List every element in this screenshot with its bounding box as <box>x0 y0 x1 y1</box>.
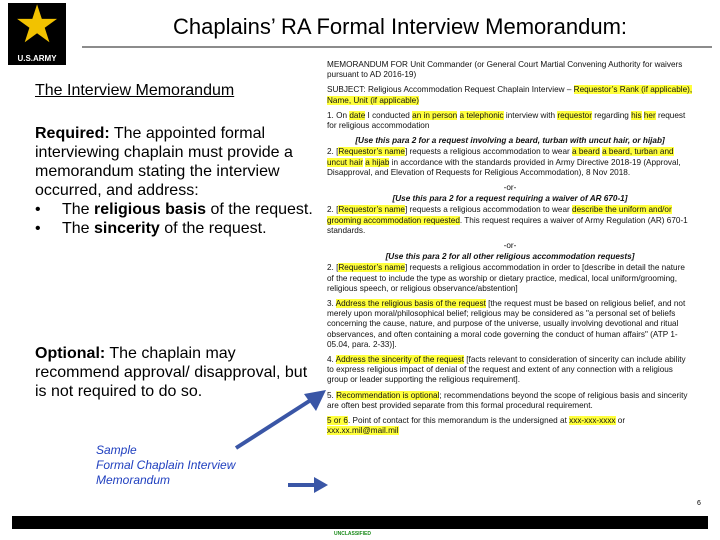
bullet-icon: • <box>35 201 41 218</box>
required-section <box>35 124 315 238</box>
optional-text: The chaplain may recommend approval/ disapproval, but is not required to do so. <box>35 345 308 400</box>
interview-memo-subheading: The Interview Memorandum <box>35 82 235 99</box>
memo-para-4: 4. Address the sincerity of the request [facts relevant to consideration of sincerity can include ability to express religious impact of denial of the request and extent of any connection with a religious group or leader supporting the religious requirement]. <box>327 355 686 385</box>
memo-subject: SUBJECT: Religious Accommodation Request Chaplain Interview – Requestor’s Rank (if applicable), Name, Unit (if applicable) <box>327 85 693 105</box>
memo-or-divider: -or- <box>503 241 517 251</box>
required-list <box>35 200 315 238</box>
memo-para-2c-header: [Use this para 2 for all other religious accommodation requests] <box>385 252 635 262</box>
logo-text: U.S.ARMY <box>17 54 57 63</box>
memo-para-2a-header: [Use this para 2 for a request involving a beard, turban with uncut hair, or hijab] <box>355 136 665 146</box>
required-paragraph <box>35 124 315 200</box>
sample-memo-caption: Sample Formal Chaplain Interview Memorandum <box>96 443 236 487</box>
arrow-to-religious-basis-icon <box>230 384 330 454</box>
bullet-icon: • <box>35 220 41 237</box>
memo-para-2b: 2. [Requestor’s name] requests a religious accommodation to wear describe the uniform and/or grooming accommodation requested. This request requires a waiver of Army Regulation (AR) 670-1 standards. <box>327 205 688 235</box>
footer-bar <box>12 516 708 529</box>
slide-title: Chaplains’ RA Formal Interview Memorandum: <box>172 14 628 39</box>
classification-marking: UNCLASSIFIED <box>334 531 371 537</box>
required-text: The appointed formal interviewing chaplain must provide a memorandum stating the interview occurred, and address: <box>35 125 293 199</box>
memo-para-3: 3. Address the religious basis of the request [the request must be based on religious belief, and not merely upon moral/philosophical belief; religious may be considered as "a personal set of beliefs concerning the cause, nature, and purpose of the universe, usually involving devotional and ritual observances, and often containing a moral code governing the conduct of human affairs" (ATP 1-05.04, para. 2-33)]. <box>327 299 686 349</box>
memo-para-6: 5 or 6. Point of contact for this memorandum is the undersigned at xxx-xxx-xxxx or xxx.xx.mil@mail.mil <box>327 416 626 436</box>
page-number: 6 <box>697 500 701 507</box>
arrow-to-memo-paragraphs-icon <box>286 474 330 496</box>
required-item-religious-basis: • The religious basis of the request. <box>35 201 313 218</box>
memo-or-divider: -or- <box>503 183 517 193</box>
memo-para-1: 1. On date I conducted an in person a telephonic interview with requestor regarding his her request for religious accommodation <box>327 110 686 131</box>
army-star-icon: ★ <box>13 0 61 55</box>
army-logo <box>8 0 66 65</box>
optional-label: Optional: <box>35 345 106 362</box>
memo-para-5: 5. Recommendation is optional; recommendations beyond the scope of religious basis and sincerity are often best provided separate from this formal procedural requirement. <box>327 390 688 410</box>
sample-memorandum <box>327 60 693 512</box>
required-item-sincerity: • The sincerity of the request. <box>35 220 267 237</box>
required-label: Required: <box>35 125 110 142</box>
title-divider <box>82 46 712 48</box>
memo-para-2c: 2. [Requestor’s name] requests a religious accommodation in order to [describe in detail the nature of the request to include the type as worship or dietary practice, medical, local uniform/grooming, religious speech, or religious observance/abstention] <box>327 263 685 293</box>
memo-para-2a: 2. [Requestor’s name] requests a religious accommodation to wear a beard a beard, turban and uncut hair a hijab in accordance with the standards provided in Army Directive 2018-19 (Approval, Disapproval, and Elevation of Requests for Religious Accommodation), 8 Nov 2018. <box>327 147 681 177</box>
memo-para-2b-header: [Use this para 2 for a request requiring a waiver of AR 670-1] <box>392 194 628 204</box>
memo-for-line: MEMORANDUM FOR Unit Commander (or General Court Martial Convening Authority for waivers pursuant to AD 2016-19) <box>327 60 683 80</box>
